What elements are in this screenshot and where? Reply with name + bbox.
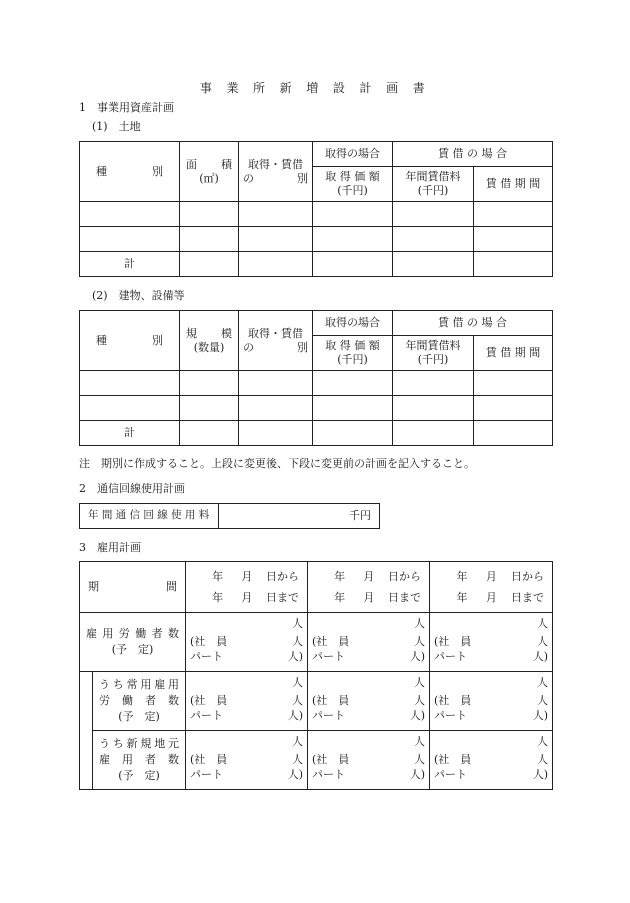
document-title: 事 業 所 新 増 設 計 画 書 — [199, 81, 431, 95]
table-row — [80, 202, 553, 227]
note-text: 注 期別に作成すること。上段に変更後、下段に変更前の計画を記入すること。 — [79, 457, 475, 470]
land-col-annual-rent: 年間賃借料 (千円) — [393, 167, 474, 202]
land-col-rent-case: 賃 借 の 場 合 — [393, 142, 553, 167]
land-col-type: 種 別 — [80, 142, 180, 202]
land-col-acq-case: 取得の場合 — [313, 142, 393, 167]
buildings-col-acq-value: 取 得 価 額 (千円) — [313, 336, 393, 371]
land-table — [79, 141, 553, 277]
row-regular-label: うち常用雇用 労 働 者 数 (予 定) — [93, 672, 186, 731]
land-total-row — [80, 252, 553, 277]
table-row — [80, 396, 553, 421]
table-row — [80, 227, 553, 252]
land-heading: (1) 土地 — [92, 120, 141, 133]
period-cell-3: 年 月 日から 年 月 日まで — [430, 562, 553, 613]
buildings-total-row — [80, 421, 553, 446]
comm-table — [79, 503, 380, 529]
land-col-acq: 取得・賃借 の 別 — [239, 142, 313, 202]
row-total-label: 雇 用 労 働 者 数 (予 定) — [80, 613, 186, 672]
buildings-col-type: 種 別 — [80, 311, 180, 371]
buildings-total-label: 計 — [80, 421, 180, 446]
land-total-label: 計 — [80, 252, 180, 277]
buildings-col-acq: 取得・賃借 の 別 — [239, 311, 313, 371]
land-col-acq-value: 取 得 価 額 (千円) — [313, 167, 393, 202]
table-row: うち常用雇用 労 働 者 数 (予 定) 人 (社 員 人 パート 人) 人 (社 員 人 パート 人) 人 (社 員 人 パート 人) — [80, 672, 553, 731]
employment-table — [79, 561, 553, 790]
section3-heading: 3 雇用計画 — [79, 541, 141, 554]
buildings-col-acq-case: 取得の場合 — [313, 311, 393, 336]
buildings-heading: (2) 建物、設備等 — [92, 289, 185, 302]
land-col-area: 面 積 (㎡) — [180, 142, 239, 202]
period-label: 期 間 — [80, 562, 186, 613]
table-row: うち新規地元 雇 用 者 数 (予 定) 人 (社 員 人 パート 人) 人 (社 員 人 パート 人) 人 (社 員 人 パート 人) — [80, 731, 553, 790]
buildings-col-annual-rent: 年間賃借料 (千円) — [393, 336, 474, 371]
land-col-rent-period: 賃 借 期 間 — [474, 167, 553, 202]
section2-heading: 2 通信回線使用計画 — [79, 482, 185, 495]
row-local-label: うち新規地元 雇 用 者 数 (予 定) — [93, 731, 186, 790]
comm-unit: 千円 — [219, 504, 380, 529]
table-row — [80, 371, 553, 396]
comm-label: 年 間 通 信 回 線 使 用 料 — [80, 504, 219, 529]
buildings-col-rent-case: 賃 借 の 場 合 — [393, 311, 553, 336]
buildings-table — [79, 310, 553, 446]
buildings-col-scale: 規 模 (数量) — [180, 311, 239, 371]
table-row: 雇 用 労 働 者 数 (予 定) 人 (社 員 人 パート 人) 人 (社 員 人 パート 人) 人 (社 員 人 パート 人) — [80, 613, 553, 672]
section1-heading: 1 事業用資産計画 — [79, 101, 174, 114]
period-cell-2: 年 月 日から 年 月 日まで — [308, 562, 430, 613]
period-cell-1: 年 月 日から 年 月 日まで — [186, 562, 308, 613]
buildings-col-rent-period: 賃 借 期 間 — [474, 336, 553, 371]
